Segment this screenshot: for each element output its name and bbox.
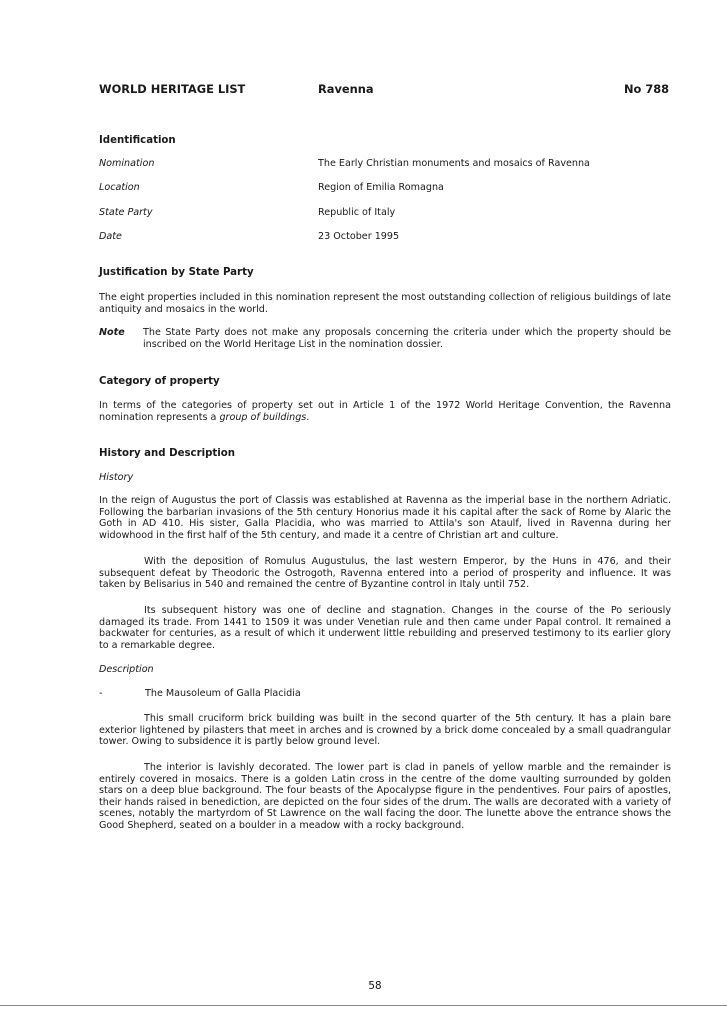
history-paragraph-1: In the reign of Augustus the port of Classis was established at Ravenna as the imperial base in the northern Adriatic. Following the barbarian invasions of the 5th century Honorius made it his capital after the sack of Rome by Alaric the Goth in AD 410. His sister, Galla Placidia, who was married to Attila's son Ataulf, lived in Ravenna during her widowhood in the first half of the 5th century, and made it a centre of Christian art and culture. — [99, 495, 671, 541]
category-text — [99, 400, 671, 423]
note-label: Note — [99, 327, 125, 338]
location-value: Region of Emilia Romagna — [318, 182, 444, 193]
mausoleum-title: The Mausoleum of Galla Placidia — [145, 688, 301, 699]
nomination-value: The Early Christian monuments and mosaics of Ravenna — [318, 158, 590, 169]
history-description-heading: History and Description — [99, 448, 236, 459]
nomination-label: Nomination — [99, 158, 155, 169]
description-paragraph-1: This small cruciform brick building was built in the second quarter of the 5th century. It has a plain bare exterior lightened by pilasters that meet in arches and is crowned by a brick dome concealed by a small quadrangular tower. Owing to subsidence it is partly below ground level. — [99, 713, 671, 748]
history-subheading: History — [99, 472, 134, 483]
header-list-title: WORLD HERITAGE LIST — [99, 82, 246, 96]
history-paragraph-2: With the deposition of Romulus Augustulus, the last western Emperor, by the Huns in 476, and their subsequent defeat by Theodoric the Ostrogoth, Ravenna entered into a period of prosperity and influence. It was taken by Belisarius in 540 and remained the centre of Byzantine control in Italy until 752. — [99, 556, 671, 591]
date-label: Date — [99, 231, 122, 242]
page-number: 58 — [368, 979, 382, 992]
date-value: 23 October 1995 — [318, 231, 400, 242]
location-label: Location — [99, 182, 140, 193]
bullet-dash: - — [99, 688, 103, 699]
state-party-value: Republic of Italy — [318, 207, 396, 218]
category-heading: Category of property — [99, 376, 220, 387]
description-subheading: Description — [99, 664, 154, 675]
description-paragraph-2: The interior is lavishly decorated. The lower part is clad in panels of yellow marble and the remainder is entirely covered in mosaics. There is a golden Latin cross in the centre of the dome vaulting surrounded by golden stars on a deep blue background. The four beasts of the Apocalypse figure in the pendentives. Four pairs of apostles, their hands raised in benediction, are depicted on the four sides of the drum. The walls are decorated with a variety of scenes, notably the martyrdom of St Lawrence on the wall facing the door. The lunette above the entrance shows the Good Shepherd, seated on a boulder in a meadow with a rocky background. — [99, 762, 671, 831]
footer-rule — [0, 1005, 727, 1006]
header-site-name: Ravenna — [318, 82, 374, 96]
category-text-italic: group of buildings — [219, 411, 307, 423]
category-text-end: . — [306, 411, 310, 423]
history-paragraph-3: Its subsequent history was one of decline and stagnation. Changes in the course of the Po seriously damaged its trade. From 1441 to 1509 it was under Venetian rule and then came under Papal control. It remained a backwater for centuries, as a result of which it underwent little rebuilding and preserved testimony to its earlier glory to a remarkable degree. — [99, 605, 671, 651]
state-party-label: State Party — [99, 207, 153, 218]
identification-heading: Identification — [99, 135, 176, 146]
header-site-number: No 788 — [624, 82, 670, 96]
category-text-main: In terms of the categories of property set out in Article 1 of the 1972 World Heritage Convention, the Ravenna nomination represents a — [99, 400, 671, 423]
justification-heading: Justification by State Party — [99, 267, 254, 278]
justification-text: The eight properties included in this nomination represent the most outstanding collection of religious buildings of late antiquity and mosaics in the world. — [99, 292, 671, 315]
note-text: The State Party does not make any proposals concerning the criteria under which the property should be inscribed on the World Heritage List in the nomination dossier. — [143, 327, 671, 350]
